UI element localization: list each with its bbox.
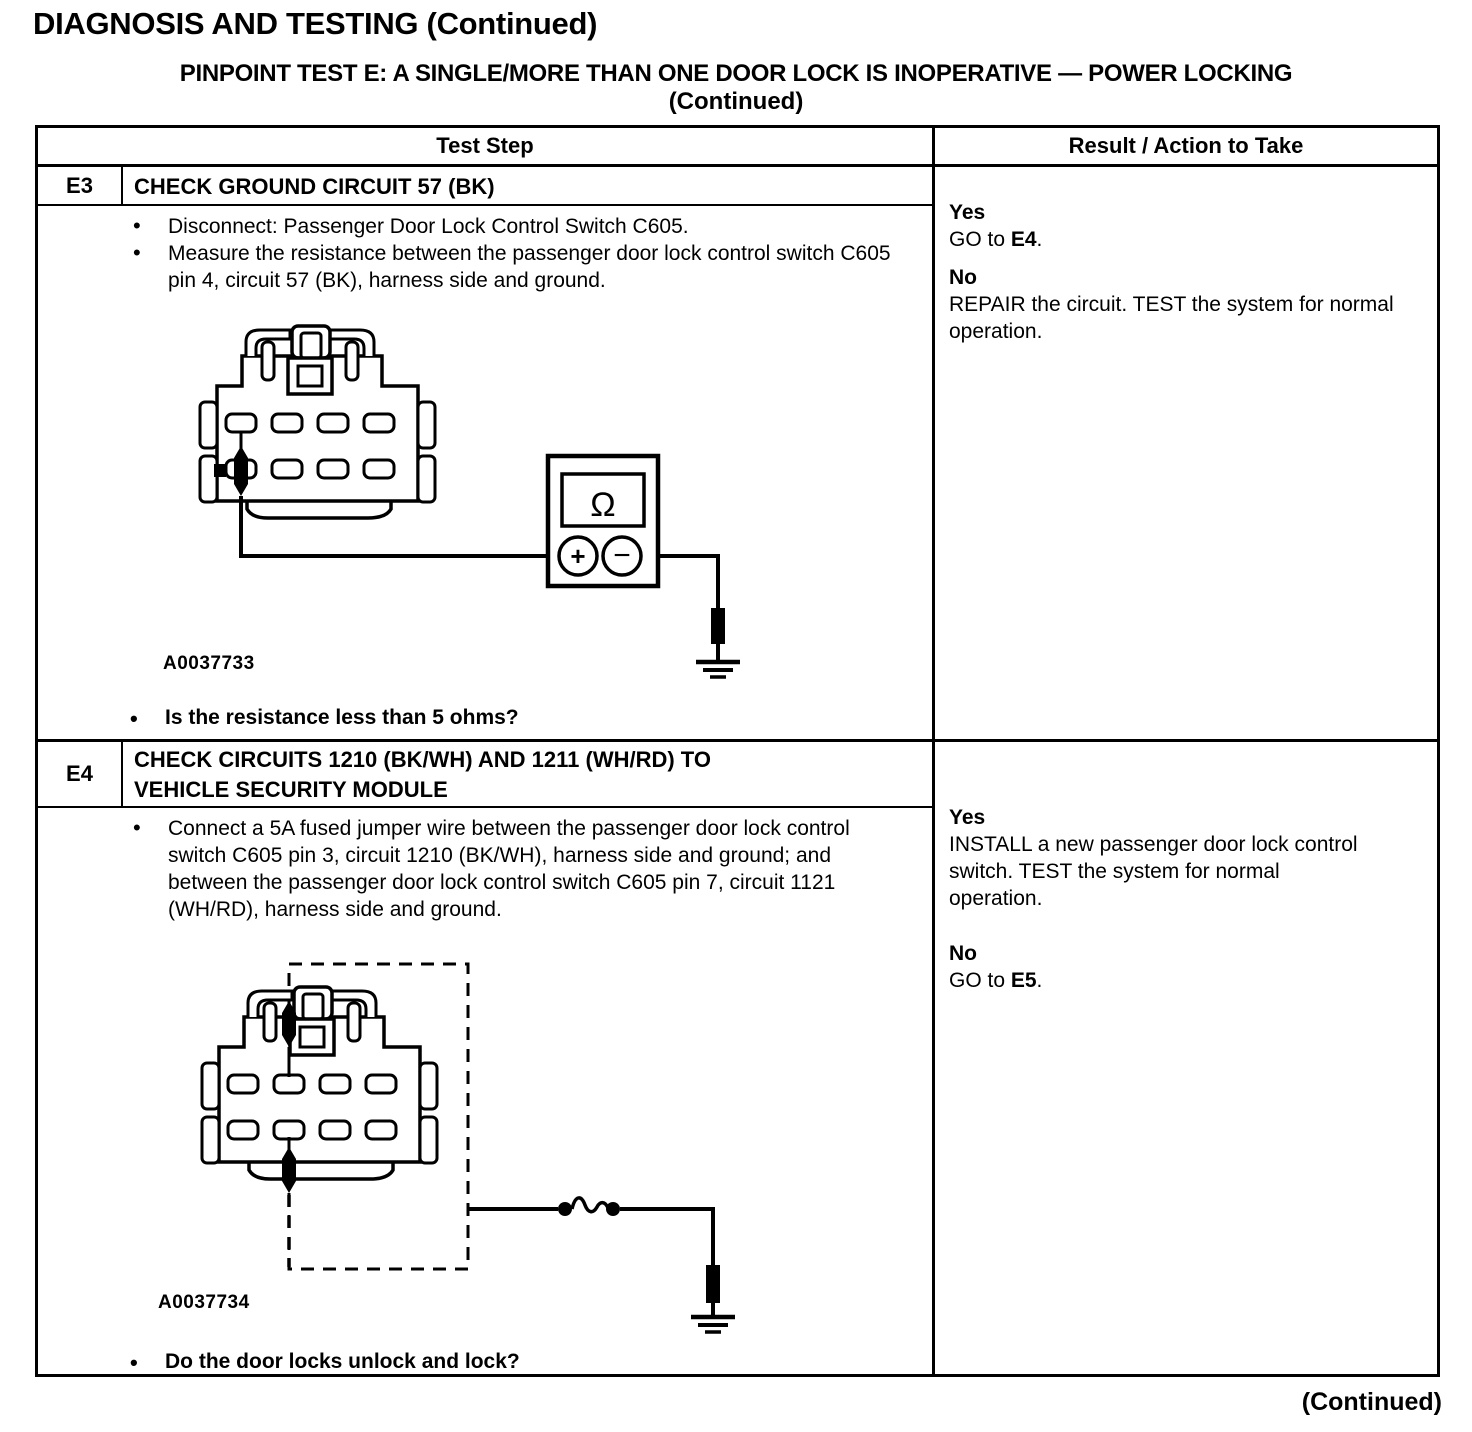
e4-circuit-diagram xyxy=(150,949,810,1349)
splice-block xyxy=(711,608,725,644)
ground-lead-wire xyxy=(658,556,718,608)
question-text: Do the door locks unlock and lock? xyxy=(165,1350,520,1373)
answer-label: No xyxy=(949,942,977,965)
result-no xyxy=(949,940,1423,994)
connector-drawing xyxy=(202,987,437,1179)
ground-icon xyxy=(691,1317,735,1332)
footer-continued: (Continued) xyxy=(1301,1388,1442,1416)
splice-block xyxy=(706,1265,720,1303)
bullet-icon xyxy=(133,213,168,240)
test-lead-wire xyxy=(241,496,548,556)
column-header-result-action: Result / Action to Take xyxy=(1068,133,1304,158)
bullet-icon xyxy=(133,815,168,923)
step-id-e4: E4 xyxy=(38,742,123,806)
minus-icon: − xyxy=(613,539,631,572)
result-yes xyxy=(949,804,1423,912)
table-row xyxy=(38,739,1437,1374)
pin-terminal-mark xyxy=(214,464,226,477)
step-question-e3 xyxy=(38,706,519,732)
step-title-e3: CHECK GROUND CIRCUIT 57 (BK) xyxy=(134,173,495,199)
result-cell-e3 xyxy=(935,167,1437,739)
table-header-row xyxy=(38,128,1437,167)
test-step-cell-e3 xyxy=(38,167,935,739)
table-row xyxy=(38,167,1437,739)
instruction-list-e3 xyxy=(38,206,932,294)
list-item xyxy=(38,240,932,294)
figure-label: A0037734 xyxy=(158,1292,250,1313)
page-title: DIAGNOSIS AND TESTING (Continued) xyxy=(33,6,598,41)
result-cell-e4 xyxy=(935,742,1437,1374)
action-text: GO to E4. xyxy=(949,228,1043,251)
instruction-text: Measure the resistance between the passenger door lock control switch C605 pin 4, circuit 57 (BK), harness side and ground. xyxy=(168,242,891,292)
test-step-cell-e4 xyxy=(38,742,935,1374)
answer-label: Yes xyxy=(949,806,986,829)
figure-label: A0037733 xyxy=(163,653,255,674)
instruction-list-e4 xyxy=(38,808,932,923)
step-id-e3: E3 xyxy=(38,167,123,204)
action-text: GO to E5. xyxy=(949,969,1043,992)
bullet-icon xyxy=(130,1350,165,1376)
pinpoint-test-table xyxy=(35,125,1440,1377)
e3-circuit-diagram xyxy=(150,318,790,688)
connector-drawing xyxy=(200,326,435,518)
answer-label: Yes xyxy=(949,201,986,224)
ground-lead-wire xyxy=(620,1209,713,1265)
action-text: INSTALL a new passenger door lock control switch. TEST the system for normal operation. xyxy=(949,833,1358,910)
subtitle-continued: (Continued) xyxy=(668,88,804,115)
answer-label: No xyxy=(949,266,977,289)
fuse-icon xyxy=(558,1198,620,1216)
step-title-bar-e4 xyxy=(38,742,932,808)
result-no xyxy=(949,264,1423,345)
step-title-bar-e3 xyxy=(38,167,932,206)
ohmmeter xyxy=(548,456,658,586)
step-question-e4 xyxy=(38,1350,520,1376)
bullet-icon xyxy=(133,240,168,294)
question-text: Is the resistance less than 5 ohms? xyxy=(165,706,519,729)
bullet-icon xyxy=(130,706,165,732)
action-text: REPAIR the circuit. TEST the system for normal operation. xyxy=(949,293,1394,343)
step-body-e4 xyxy=(38,808,932,1374)
ground-icon xyxy=(696,662,740,677)
step-body-e3 xyxy=(38,206,932,739)
list-item xyxy=(38,815,932,923)
list-item xyxy=(38,213,932,240)
ohm-symbol: Ω xyxy=(590,486,616,524)
column-header-test-step: Test Step xyxy=(38,128,935,164)
step-title-e4: CHECK CIRCUITS 1210 (BK/WH) AND 1211 (WH/RD) TO VEHICLE SECURITY MODULE xyxy=(134,747,711,802)
result-yes xyxy=(949,199,1423,253)
instruction-text: Disconnect: Passenger Door Lock Control Switch C605. xyxy=(168,215,689,238)
plus-icon: + xyxy=(570,541,586,571)
pinpoint-test-subtitle: PINPOINT TEST E: A SINGLE/MORE THAN ONE DOOR LOCK IS INOPERATIVE — POWER LOCKING xyxy=(179,60,1293,87)
instruction-text: Connect a 5A fused jumper wire between the passenger door lock control switch C605 pin 3, circuit 1210 (BK/WH), harness side and ground; and between the passenger door lock control switch C605 pin 7, circuit 1121 (WH/RD), harness side and ground. xyxy=(168,817,850,921)
